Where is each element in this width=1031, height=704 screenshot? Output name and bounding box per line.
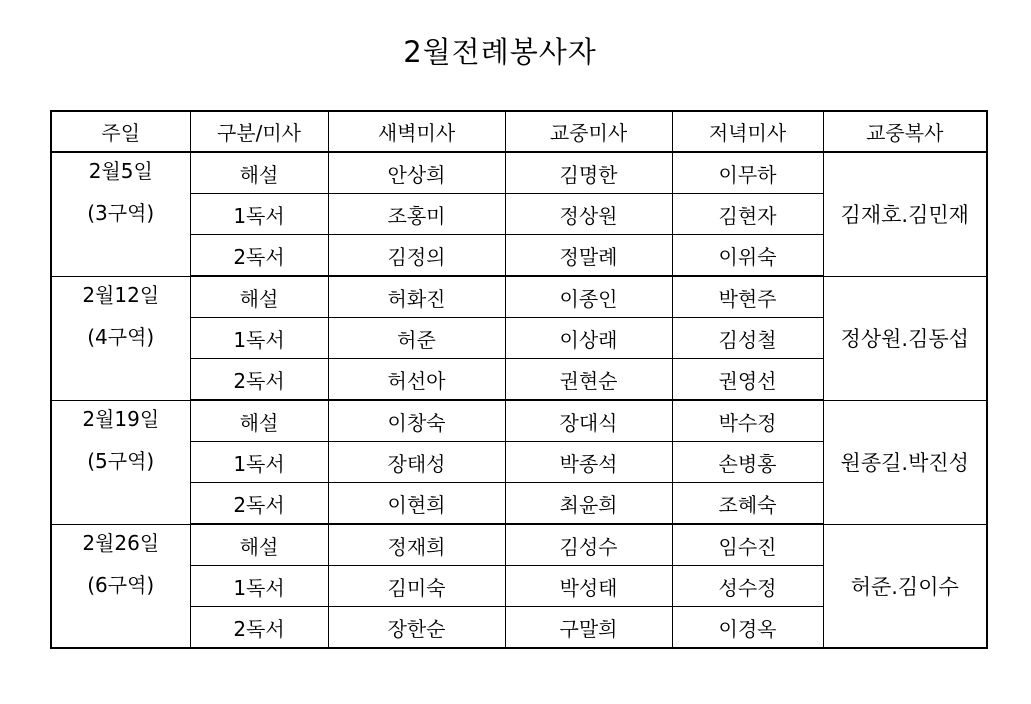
dawn-cell: 김미숙 (328, 566, 505, 607)
week-date: 2월19일 (82, 406, 160, 431)
main-cell: 이상래 (505, 318, 672, 359)
evening-cell: 박현주 (672, 276, 823, 318)
week-zone: (3구역) (87, 201, 155, 225)
table-row (51, 524, 987, 566)
servers-cell: 허준.김이수 (823, 524, 987, 648)
evening-cell: 이위숙 (672, 235, 823, 277)
week-zone: (6구역) (87, 572, 155, 597)
header-main-mass: 교중미사 (505, 111, 672, 152)
dawn-cell: 김정의 (328, 235, 505, 277)
table-row (51, 400, 987, 442)
servers-cell: 원종길.박진성 (823, 400, 987, 524)
servers-cell: 김재호.김민재 (823, 152, 987, 276)
main-cell: 박종석 (505, 442, 672, 483)
header-dawn-mass: 새벽미사 (328, 111, 505, 152)
main-cell: 김명한 (505, 152, 672, 194)
week-date: 2월26일 (82, 530, 160, 555)
role-cell: 2독서 (190, 607, 328, 649)
main-cell: 정상원 (505, 194, 672, 235)
dawn-cell: 이현희 (328, 483, 505, 525)
table-row (51, 152, 987, 194)
week-date: 2월5일 (88, 159, 153, 183)
main-cell: 정말례 (505, 235, 672, 277)
role-cell: 1독서 (190, 318, 328, 359)
role-cell: 해설 (190, 276, 328, 318)
role-cell: 1독서 (190, 194, 328, 235)
main-cell: 장대식 (505, 400, 672, 442)
main-cell: 이종인 (505, 276, 672, 318)
evening-cell: 박수정 (672, 400, 823, 442)
schedule-table (50, 110, 988, 649)
week-date: 2월12일 (82, 282, 160, 307)
evening-cell: 조혜숙 (672, 483, 823, 525)
evening-cell: 김성철 (672, 318, 823, 359)
header-evening-mass: 저녁미사 (672, 111, 823, 152)
evening-cell: 권영선 (672, 359, 823, 401)
main-cell: 박성태 (505, 566, 672, 607)
dawn-cell: 조홍미 (328, 194, 505, 235)
header-row (51, 111, 987, 152)
week-cell (51, 276, 190, 400)
week-zone: (4구역) (87, 324, 155, 349)
week-cell (51, 400, 190, 524)
dawn-cell: 허선아 (328, 359, 505, 401)
page-title: 2월전례봉사자 (403, 35, 597, 69)
role-cell: 해설 (190, 400, 328, 442)
role-cell: 해설 (190, 152, 328, 194)
evening-cell: 성수정 (672, 566, 823, 607)
table-row (51, 276, 987, 318)
main-cell: 권현순 (505, 359, 672, 401)
role-cell: 해설 (190, 524, 328, 566)
evening-cell: 임수진 (672, 524, 823, 566)
role-cell: 2독서 (190, 483, 328, 525)
dawn-cell: 허화진 (328, 276, 505, 318)
role-cell: 1독서 (190, 442, 328, 483)
header-category: 구분/미사 (190, 111, 328, 152)
dawn-cell: 허준 (328, 318, 505, 359)
main-cell: 김성수 (505, 524, 672, 566)
header-sunday: 주일 (51, 111, 190, 152)
dawn-cell: 장한순 (328, 607, 505, 649)
dawn-cell: 이창숙 (328, 400, 505, 442)
main-cell: 구말희 (505, 607, 672, 649)
role-cell: 2독서 (190, 359, 328, 401)
week-zone: (5구역) (87, 448, 155, 473)
dawn-cell: 안상희 (328, 152, 505, 194)
evening-cell: 손병홍 (672, 442, 823, 483)
role-cell: 2독서 (190, 235, 328, 277)
week-cell (51, 152, 190, 276)
servers-cell: 정상원.김동섭 (823, 276, 987, 400)
header-altar-servers: 교중복사 (823, 111, 987, 152)
week-cell (51, 524, 190, 648)
evening-cell: 이무하 (672, 152, 823, 194)
role-cell: 1독서 (190, 566, 328, 607)
evening-cell: 김현자 (672, 194, 823, 235)
main-cell: 최윤희 (505, 483, 672, 525)
dawn-cell: 장태성 (328, 442, 505, 483)
dawn-cell: 정재희 (328, 524, 505, 566)
evening-cell: 이경옥 (672, 607, 823, 649)
